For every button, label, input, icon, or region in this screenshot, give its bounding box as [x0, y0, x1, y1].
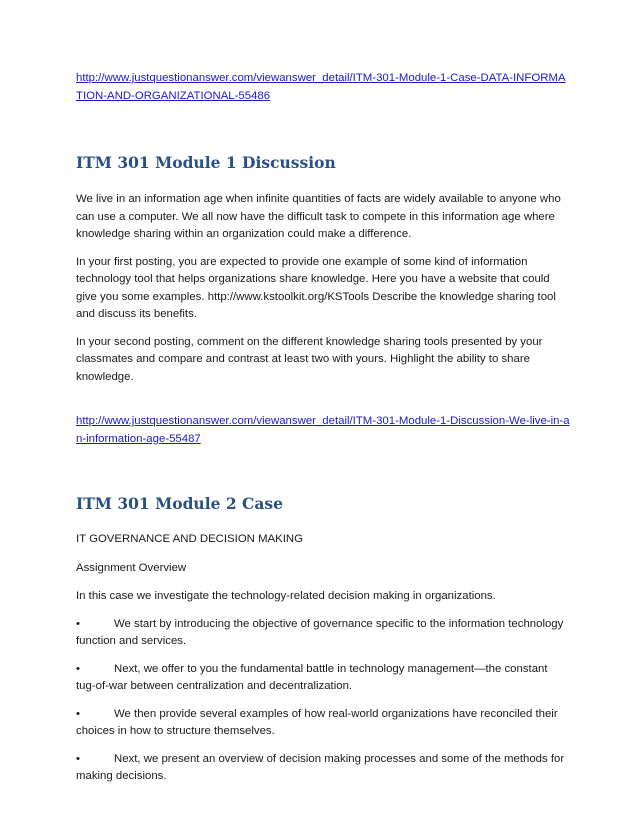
- case2-intro: In this case we investigate the technology-related decision making in organizations.: [76, 590, 496, 602]
- bullet-item: [76, 706, 570, 741]
- document-page: [76, 70, 570, 786]
- bullet-text: We start by introducing the objective of governance specific to the information technology function and services.: [76, 617, 564, 647]
- case1-link[interactable]: http://www.justquestionanswer.com/viewanswer_detail/ITM-301-Module-1-Case-DATA-INFORMATION-AND-ORGANIZATIONAL-55486: [76, 72, 566, 102]
- bullet-symbol: •: [76, 662, 80, 675]
- bullet-item: [76, 616, 570, 651]
- assignment-overview-label: Assignment Overview: [76, 561, 187, 574]
- bullet-symbol: •: [76, 707, 80, 720]
- case2-title: IT GOVERNANCE AND DECISION MAKING: [76, 533, 304, 545]
- bullet-symbol: •: [76, 617, 80, 630]
- discussion-paragraph-1: We live in an information age when infinite quantities of facts are widely available to anyone who can use a computer. We all now have the difficult task to compete in this information age where knowledge sharing within an organization could make a difference.: [76, 193, 561, 240]
- bullet-text: Next, we present an overview of decision making processes and some of the methods for making decisions.: [76, 752, 565, 782]
- discussion-paragraph-2: In your first posting, you are expected to provide one example of some kind of information technology tool that helps organizations share knowledge. Here you have a website that could give you some examples. http://www.kstoolkit.org/KSTools Describe the knowledge sharing tool and discuss its benefits.: [76, 255, 556, 320]
- bullet-item: [76, 751, 570, 786]
- bullet-text: We then provide several examples of how real-world organizations have reconciled their choices in how to structure themselves.: [76, 707, 558, 737]
- case2-heading: ITM 301 Module 2 Case: [76, 494, 283, 513]
- bullet-text: Next, we offer to you the fundamental battle in technology management—the constant tug-of-war between centralization and decentralization.: [76, 662, 548, 692]
- bullet-symbol: •: [76, 752, 80, 765]
- discussion-paragraph-3: In your second posting, comment on the different knowledge sharing tools presented by your classmates and compare and contrast at least two with yours. Highlight the ability to share knowledge.: [76, 335, 543, 383]
- discussion1-link[interactable]: http://www.justquestionanswer.com/viewanswer_detail/ITM-301-Module-1-Discussion-We-live-in-an-information-age-55487: [76, 415, 570, 445]
- discussion-heading: ITM 301 Module 1 Discussion: [76, 153, 336, 172]
- bullet-item: [76, 661, 570, 696]
